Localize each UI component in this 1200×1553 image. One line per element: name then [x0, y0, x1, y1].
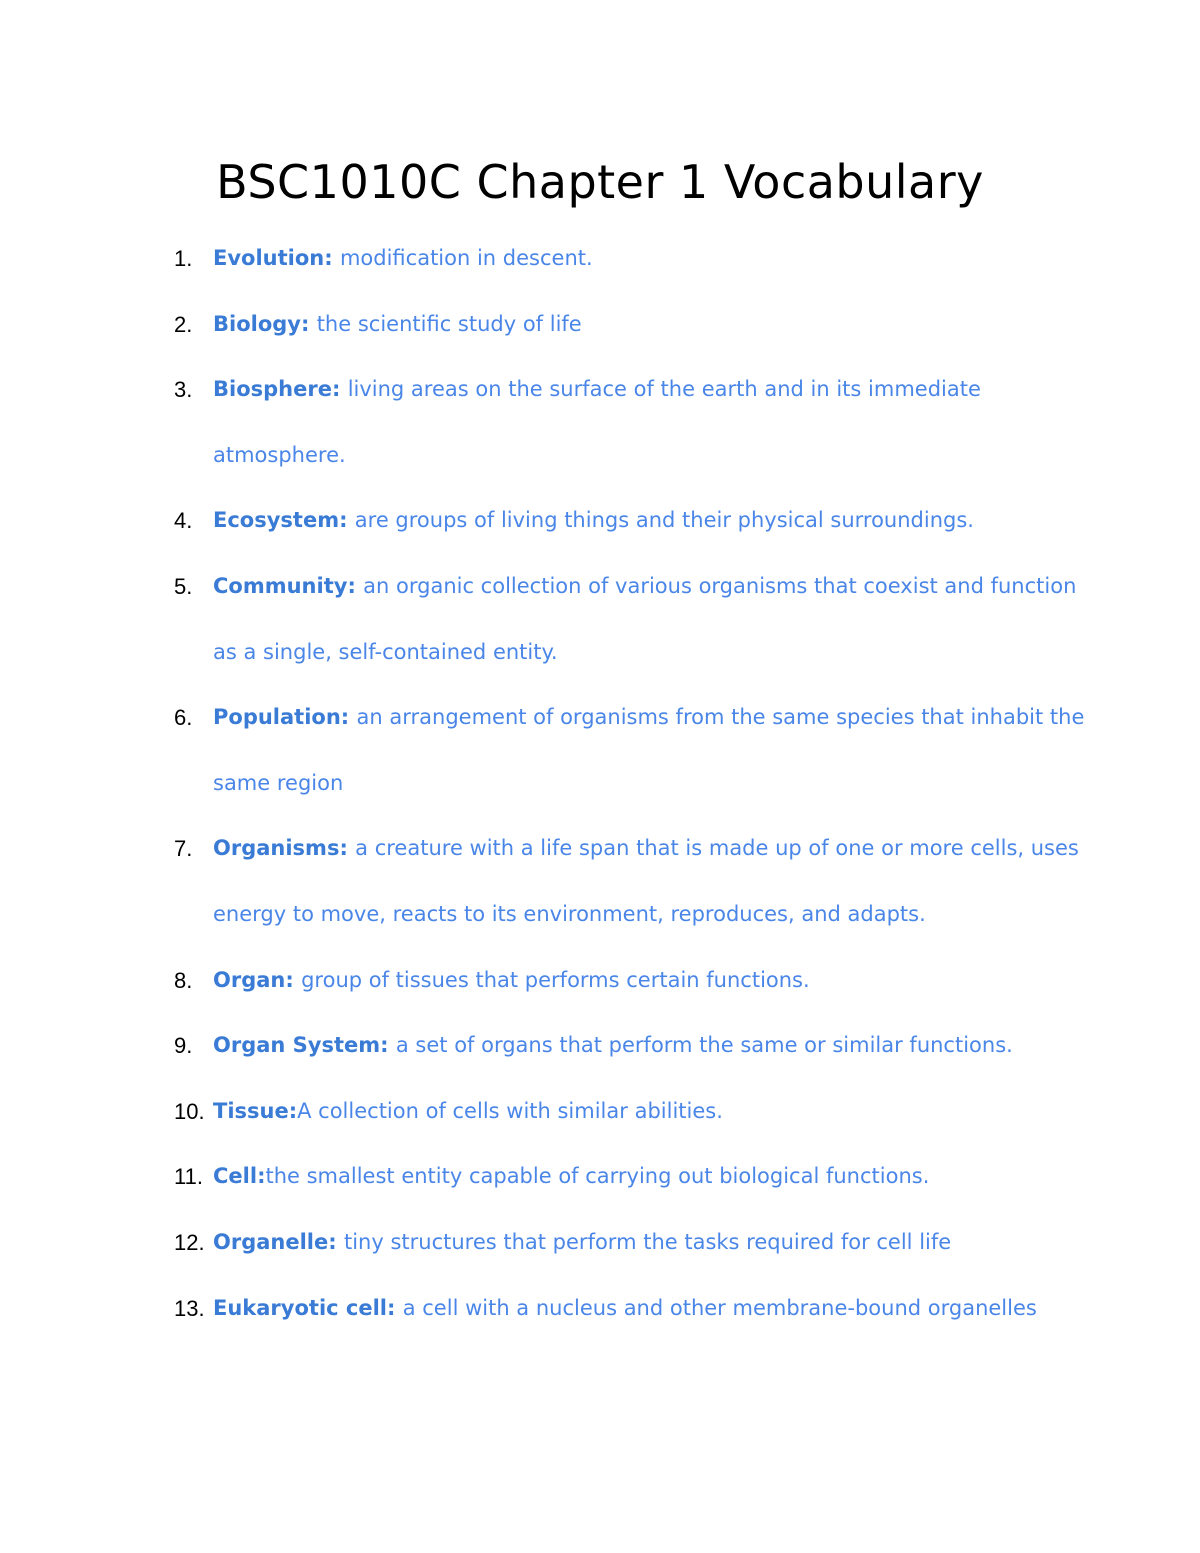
vocab-definition: the smallest entity capable of carrying out biological functions. [265, 1164, 930, 1189]
vocab-definition: a cell with a nucleus and other membrane-bound organelles [402, 1295, 1037, 1320]
vocab-definition: tiny structures that perform the tasks required for cell life [343, 1229, 952, 1254]
term-separator: : [347, 573, 364, 598]
vocab-definition: living areas on the surface of the earth and in its immediate atmosphere. [213, 377, 981, 467]
vocab-term: Cell [213, 1164, 258, 1189]
vocab-term: Organ System [213, 1033, 381, 1058]
term-separator: : [285, 967, 302, 992]
vocab-term: Ecosystem [213, 508, 340, 533]
vocab-definition: are groups of living things and their physical surroundings. [354, 508, 974, 533]
vocab-term: Tissue [213, 1098, 289, 1123]
item-number: 7. [174, 836, 193, 862]
item-number: 9. [174, 1033, 193, 1059]
item-number: 13. [174, 1295, 205, 1321]
term-separator: : [288, 1098, 298, 1123]
vocab-term: Evolution [213, 246, 325, 270]
item-number: 10. [174, 1098, 205, 1124]
vocab-definition: an organic collection of various organisms that coexist and function as a single, self-contained entity. [213, 573, 1077, 664]
vocab-definition: a creature with a life span that is made up of one or more cells, uses energy to move, reacts to its environment, reproduces, and adapts. [213, 836, 1079, 926]
term-separator: : [387, 1295, 403, 1320]
list-item [0, 226, 1093, 292]
term-separator: : [331, 377, 348, 402]
vocab-term: Eukaryotic cell [213, 1295, 387, 1320]
list-item [0, 816, 1093, 947]
vocab-definition: a set of organs that perform the same or similar functions. [395, 1033, 1013, 1058]
vocab-definition: A collection of cells with similar abilities. [297, 1098, 723, 1123]
vocab-term: Population [213, 705, 341, 730]
vocab-definition: the scientific study of life [316, 311, 582, 336]
item-number: 1. [174, 246, 193, 271]
item-number: 4. [174, 508, 193, 534]
vocab-term: Organelle [213, 1229, 329, 1254]
list-item [0, 554, 1093, 685]
list-item [0, 685, 1093, 816]
term-separator: : [300, 311, 317, 336]
list-item [0, 1144, 1093, 1210]
list-item [0, 1210, 1093, 1276]
item-number: 12. [174, 1229, 205, 1255]
term-separator: : [340, 705, 357, 730]
item-number: 2. [174, 311, 193, 337]
term-separator: : [380, 1033, 396, 1058]
vocab-definition: an arrangement of organisms from the same species that inhabit the same region [213, 705, 1085, 795]
list-item [0, 357, 1093, 488]
item-number: 6. [174, 705, 193, 731]
list-item [0, 1079, 1093, 1145]
list-item [0, 948, 1093, 1014]
list-item [0, 1276, 1093, 1342]
term-separator: : [324, 246, 340, 270]
vocab-term: Biology [213, 311, 301, 336]
vocab-term: Community [213, 573, 348, 598]
vocab-term: Biosphere [213, 377, 332, 402]
list-item [0, 292, 1093, 358]
term-separator: : [339, 836, 356, 861]
item-number: 5. [174, 573, 193, 599]
vocab-definition: modification in descent. [339, 246, 593, 270]
vocab-term: Organisms [213, 836, 340, 861]
item-number: 3. [174, 377, 193, 403]
list-item [0, 1013, 1093, 1079]
list-item [0, 488, 1093, 554]
document-title: BSC1010C Chapter 1 Vocabulary [216, 155, 984, 209]
vocab-definition: group of tissues that performs certain functions. [301, 967, 810, 992]
term-separator: : [339, 508, 355, 533]
item-number: 8. [174, 967, 193, 993]
vocab-term: Organ [213, 967, 286, 992]
vocabulary-list [0, 226, 1200, 1341]
term-separator: : [328, 1229, 344, 1254]
item-number: 11. [174, 1164, 203, 1190]
term-separator: : [257, 1164, 266, 1189]
